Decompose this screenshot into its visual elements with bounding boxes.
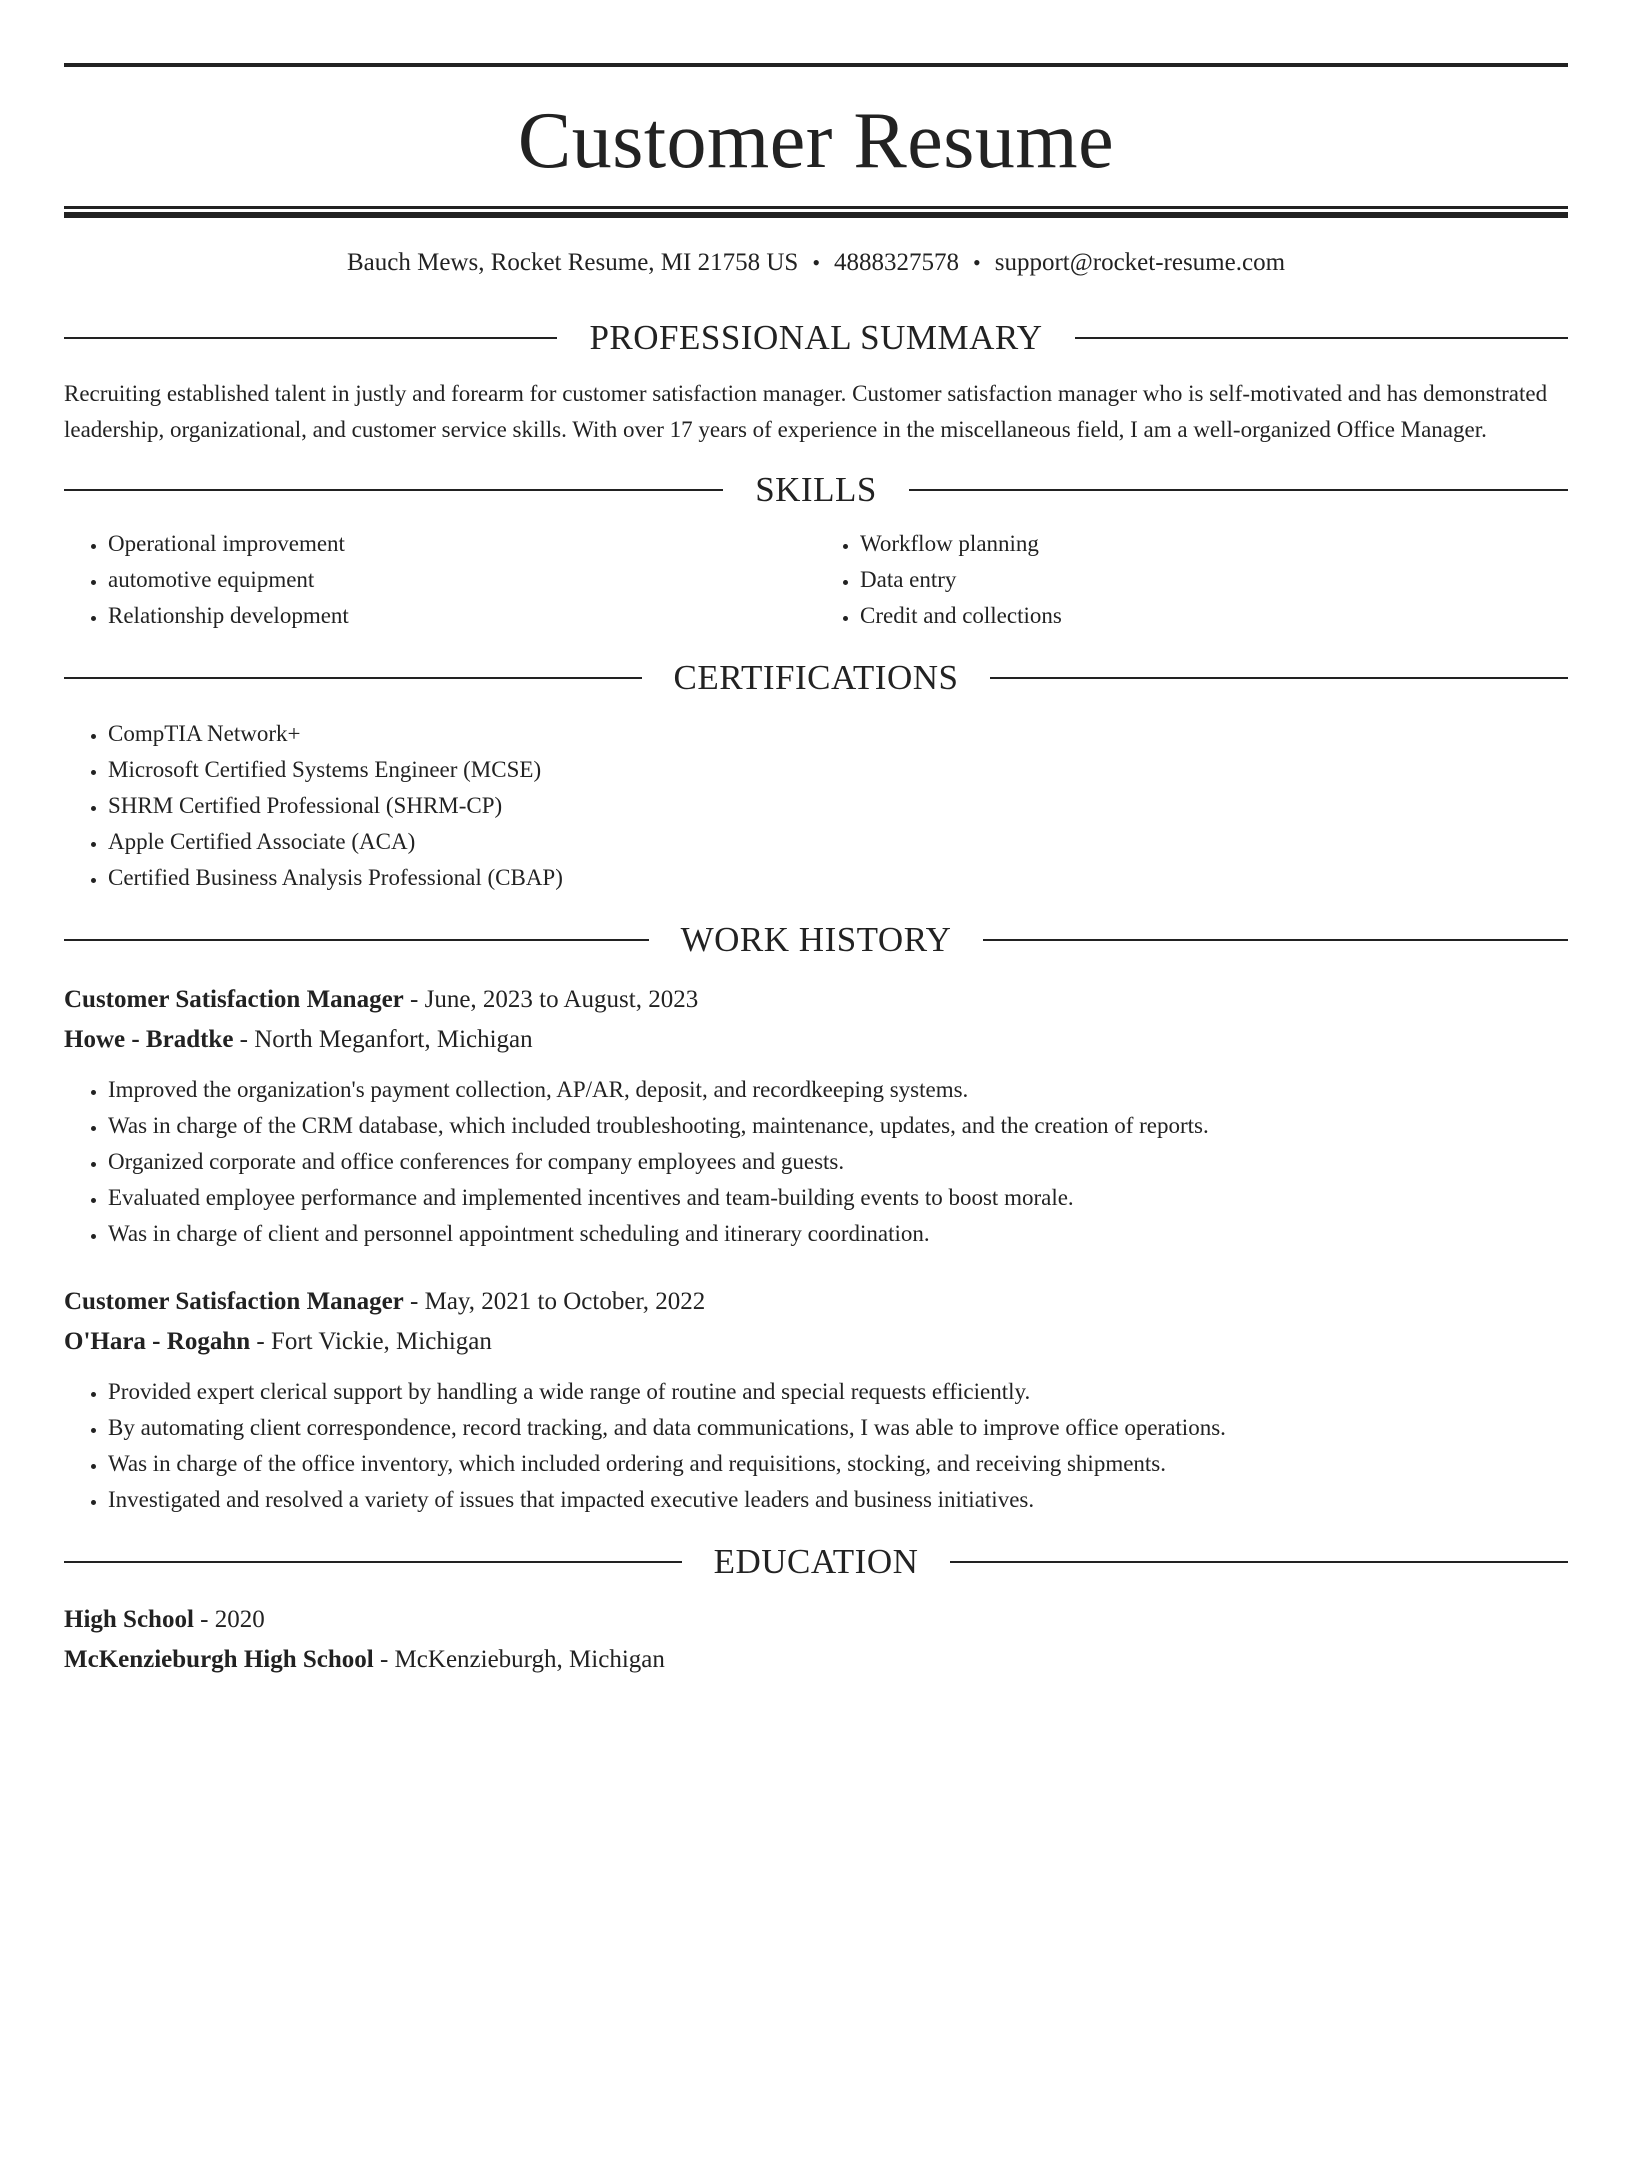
job-bullet: • Investigated and resolved a variety of issues that impacted executive leaders and business initiatives.: [108, 1482, 1568, 1518]
contact-phone: 4888327578: [834, 249, 960, 276]
education-heading: [64, 1540, 1568, 1584]
job-role: Customer Satisfaction Manager: [64, 986, 404, 1013]
job-bullet: • Improved the organization's payment collection, AP/AR, deposit, and recordkeeping systems.: [108, 1072, 1568, 1108]
work-title: WORK HISTORY: [680, 920, 952, 959]
education-title: EDUCATION: [713, 1542, 919, 1581]
heading-rule: [64, 489, 723, 491]
resume-name: Customer Resume: [517, 97, 1115, 185]
contact-address: Bauch Mews, Rocket Resume, MI 21758 US: [346, 249, 799, 276]
contact-email: support@rocket-resume.com: [994, 249, 1286, 276]
certification-item: • Apple Certified Associate (ACA): [108, 824, 1568, 860]
skill-item: • Credit and collections: [860, 598, 1568, 634]
job-entry: [64, 980, 1568, 1252]
skills-list: [64, 526, 1568, 634]
certifications-list: [64, 716, 1568, 896]
education-school: McKenzieburgh High School: [64, 1646, 374, 1673]
contact-line: [64, 246, 1568, 280]
job-company-line: [64, 1322, 1568, 1362]
job-dates: - June, 2023 to August, 2023: [403, 986, 699, 1013]
heading-rule: [909, 489, 1568, 491]
heading-rule: [64, 1561, 682, 1563]
job-role: Customer Satisfaction Manager: [64, 1288, 404, 1315]
skill-item: • automotive equipment: [108, 562, 816, 598]
top-rule: [64, 63, 1568, 67]
job-bullets: [64, 1072, 1568, 1252]
job-bullet: • Was in charge of the CRM database, which included troubleshooting, maintenance, updates, and the creation of reports.: [108, 1108, 1568, 1144]
education-degree-line: [64, 1600, 1568, 1640]
contact-separator: •: [973, 250, 981, 275]
certification-item: • CompTIA Network+: [108, 716, 1568, 752]
education-year: - 2020: [193, 1606, 265, 1633]
certification-item: • SHRM Certified Professional (SHRM-CP): [108, 788, 1568, 824]
heading-rule: [64, 677, 642, 679]
job-location: - Fort Vickie, Michigan: [250, 1328, 492, 1355]
summary-title: PROFESSIONAL SUMMARY: [589, 318, 1043, 357]
job-bullet: • Was in charge of client and personnel appointment scheduling and itinerary coordination.: [108, 1216, 1568, 1252]
job-entry: [64, 1282, 1568, 1518]
job-title-line: [64, 1282, 1568, 1322]
heading-rule: [990, 677, 1568, 679]
heading-rule: [983, 939, 1568, 941]
summary-heading: [64, 316, 1568, 360]
skills-heading: [64, 468, 1568, 512]
skills-column-left: [64, 526, 816, 634]
certification-item: • Certified Business Analysis Professional (CBAP): [108, 860, 1568, 896]
job-bullet: • By automating client correspondence, record tracking, and data communications, I was able to improve office operations.: [108, 1410, 1568, 1446]
heading-rule: [64, 337, 557, 339]
skill-item: • Operational improvement: [108, 526, 816, 562]
job-company: Howe - Bradtke: [64, 1026, 234, 1053]
job-bullet: • Evaluated employee performance and implemented incentives and team-building events to boost morale.: [108, 1180, 1568, 1216]
job-dates: - May, 2021 to October, 2022: [403, 1288, 706, 1315]
skill-item: • Data entry: [860, 562, 1568, 598]
summary-text: Recruiting established talent in justly and forearm for customer satisfaction manager. Customer satisfaction manager who is self-motivated and has demonstrated leadership, organizational, and customer service skills. With over 17 years of experience in the miscellaneous field, I am a well-organized Office Manager.: [64, 381, 1548, 442]
job-bullets: [64, 1374, 1568, 1518]
skill-item: • Relationship development: [108, 598, 816, 634]
double-rule: [64, 206, 1568, 212]
education-location: - McKenzieburgh, Michigan: [373, 1646, 665, 1673]
certifications-heading: [64, 656, 1568, 700]
certification-item: • Microsoft Certified Systems Engineer (MCSE): [108, 752, 1568, 788]
job-company-line: [64, 1020, 1568, 1060]
education-school-line: [64, 1640, 1568, 1680]
heading-rule: [64, 939, 649, 941]
job-bullet: • Organized corporate and office conferences for company employees and guests.: [108, 1144, 1568, 1180]
education-degree: High School: [64, 1606, 194, 1633]
certifications-title: CERTIFICATIONS: [673, 658, 959, 697]
heading-rule: [950, 1561, 1568, 1563]
work-heading: [64, 918, 1568, 962]
job-bullet: • Provided expert clerical support by handling a wide range of routine and special requests efficiently.: [108, 1374, 1568, 1410]
contact-separator: •: [812, 250, 821, 275]
skills-title: SKILLS: [755, 470, 877, 509]
education-entry: [64, 1600, 1568, 1680]
heading-rule: [1075, 337, 1568, 339]
job-company: O'Hara - Rogahn: [64, 1328, 251, 1355]
job-title-line: [64, 980, 1568, 1020]
job-location: - North Meganfort, Michigan: [233, 1026, 533, 1053]
resume-page: [0, 63, 1632, 2175]
skill-item: • Workflow planning: [860, 526, 1568, 562]
job-bullet: • Was in charge of the office inventory, which included ordering and requisitions, stocking, and receiving shipments.: [108, 1446, 1568, 1482]
skills-column-right: [816, 526, 1568, 634]
